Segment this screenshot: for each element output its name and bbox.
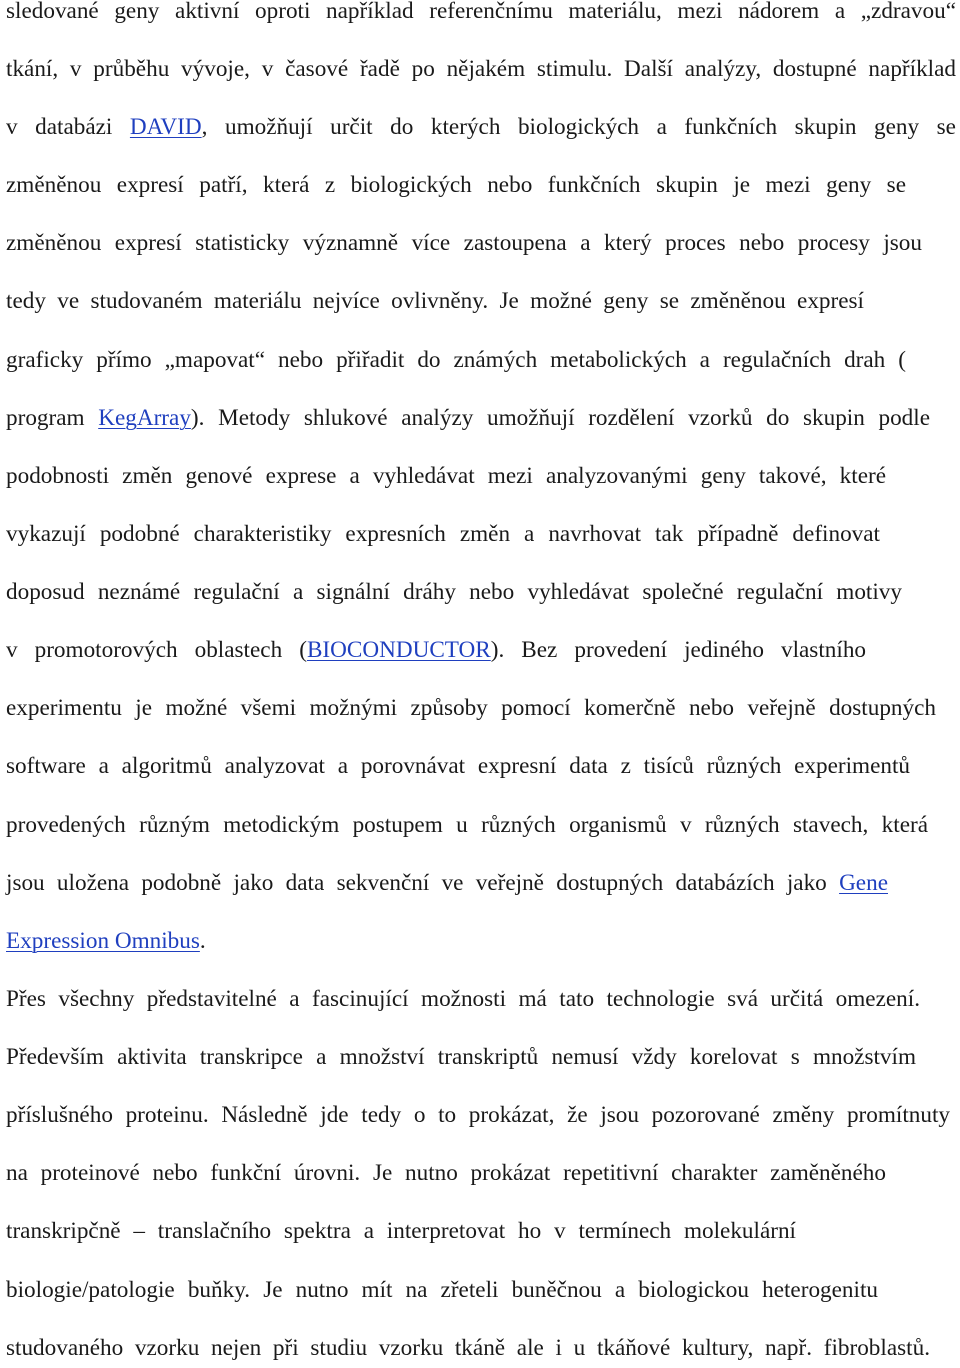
link-david[interactable]: DAVID [129, 114, 202, 140]
text-line-22: transkripčně – translačního spektra a interpretovat ho v termínech molekulární [6, 1218, 796, 1244]
text-line-21: na proteinové nebo funkční úrovni. Je nutno prokázat repetitivní charakter zaměněného [6, 1160, 886, 1186]
text-line-15: provedených různým metodickým postupem u různých organismů v různých stavech, která [6, 812, 928, 838]
link-gene-expression-omnibus[interactable]: Gene [839, 870, 888, 896]
text-line-2: tkání, v průběhu vývoje, v časové řadě po nějakém stimulu. Další analýzy, dostupné například [6, 56, 956, 82]
text-line-9: podobnosti změn genové exprese a vyhledávat mezi analyzovanými geny takové, které [6, 463, 886, 489]
link-bioconductor[interactable]: BIOCONDUCTOR [306, 637, 491, 663]
text-line-20: příslušného proteinu. Následně jde tedy o to prokázat, že jsou pozorované změny promítnuty [6, 1102, 950, 1128]
text-line-14: software a algoritmů analyzovat a porovnávat expresní data z tisíců různých experimentů [6, 753, 910, 779]
text-segment: v databázi [6, 114, 130, 140]
text-line-3 [6, 107, 956, 147]
text-line-16 [6, 863, 888, 903]
text-segment: jsou uložena podobně jako data sekvenční ve veřejně dostupných databázích jako [6, 870, 840, 896]
text-segment: program [6, 405, 99, 431]
text-line-19: Především aktivita transkripce a množství transkriptů nemusí vždy korelovat s množstvím [6, 1044, 916, 1070]
link-kegarray[interactable]: KegArray [98, 405, 191, 431]
text-line-4: změněnou expresí patří, která z biologických nebo funkčních skupin je mezi geny se [6, 172, 906, 198]
link-gene-expression-omnibus-cont[interactable]: Expression Omnibus [6, 928, 200, 954]
text-line-1: sledované geny aktivní oproti například referenčnímu materiálu, mezi nádorem a „zdravou“ [6, 0, 956, 24]
text-line-11: doposud neznámé regulační a signální dráhy nebo vyhledávat společné regulační motivy [6, 579, 902, 605]
text-line-23: biologie/patologie buňky. Je nutno mít na zřeteli buněčnou a biologickou heterogenitu [6, 1277, 878, 1303]
text-line-6: tedy ve studovaném materiálu nejvíce ovlivněny. Je možné geny se změněnou expresí [6, 288, 864, 314]
text-line-13: experimentu je možné všemi možnými způsoby pomocí komerčně nebo veřejně dostupných [6, 695, 936, 721]
text-line-18: Přes všechny představitelné a fascinující možnosti má tato technologie svá určitá omezení. [6, 986, 920, 1012]
text-line-7: graficky přímo „mapovat“ nebo přiřadit do známých metabolických a regulačních drah ( [6, 347, 906, 373]
text-line-17 [6, 921, 206, 961]
text-segment: , umožňují určit do kterých biologických a funkčních skupin geny se [201, 114, 956, 140]
text-line-12 [6, 630, 866, 670]
text-line-10: vykazují podobné charakteristiky expresních změn a navrhovat tak případně definovat [6, 521, 880, 547]
text-line-5: změněnou expresí statisticky významně více zastoupena a který proces nebo procesy jsou [6, 230, 922, 256]
text-segment: . [199, 928, 206, 954]
text-segment: v promotorových oblastech ( [6, 637, 307, 663]
text-segment: ). Bez provedení jediného vlastního [490, 637, 867, 663]
text-segment: ). Metody shlukové analýzy umožňují rozdělení vzorků do skupin podle [190, 405, 930, 431]
text-line-8 [6, 398, 930, 438]
text-line-24: studovaného vzorku nejen při studiu vzorku tkáně ale i u tkáňové kultury, např. fibroblastů. [6, 1335, 930, 1361]
